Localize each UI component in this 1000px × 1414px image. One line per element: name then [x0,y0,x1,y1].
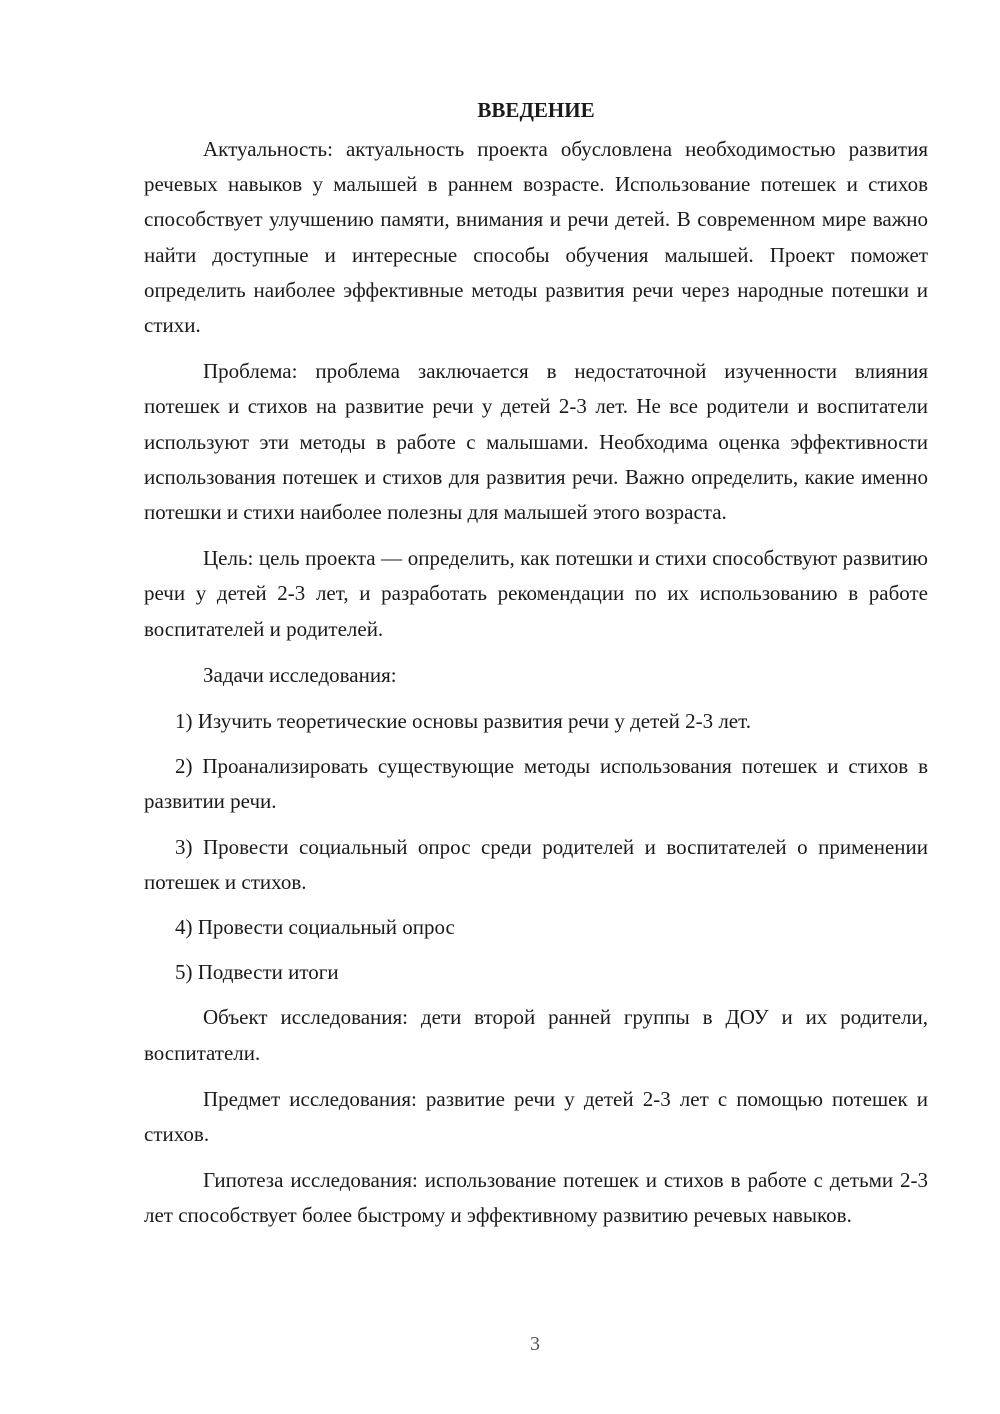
paragraph-goal: Цель: цель проекта — определить, как потешки и стихи способствуют развитию речи у детей 2-3 лет, и разработать рекомендации по их использованию в работе воспитателей и родителей. [144,546,928,641]
document-page [144,95,928,1245]
task-item-1: 1) Изучить теоретические основы развития речи у детей 2-3 лет. [175,709,751,734]
paragraph-subject: Предмет исследования: развитие речи у детей 2-3 лет с помощью потешек и стихов. [144,1086,928,1147]
tasks-heading: Задачи исследования: [203,662,397,687]
document-title: ВВЕДЕНИЕ [477,98,595,122]
paragraph-relevance: Актуальность: актуальность проекта обусловлена необходимостью развития речевых навыков у малышей в раннем возрасте. Использование потешек и стихов способствует улучшению памяти, внимания и речи детей. В современном мире важно найти доступные и интересные способы обучения малышей. Проект поможет определить наиболее эффективные методы развития речи через народные потешки и стихи. [144,137,928,338]
page-number: 3 [530,1333,540,1355]
paragraph-problem: Проблема: проблема заключается в недостаточной изученности влияния потешек и стихов на развитие речи у детей 2-3 лет. Не все родители и воспитатели используют эти методы в работе с малышами. Необходима оценка эффективности использования потешек и стихов для развития речи. Важно определить, какие именно потешки и стихи наиболее полезны для малышей этого возраста. [144,359,928,525]
task-item-3: 3) Провести социальный опрос среди родителей и воспитателей о применении потешек и стихов. [144,834,928,894]
task-item-2: 2) Проанализировать существующие методы использования потешек и стихов в развитии речи. [144,754,928,814]
paragraph-hypothesis: Гипотеза исследования: использование потешек и стихов в работе с детьми 2-3 лет способствует более быстрому и эффективному развитию речевых навыков. [144,1168,928,1228]
task-item-4: 4) Провести социальный опрос [175,915,455,940]
task-item-5: 5) Подвести итоги [175,960,339,985]
paragraph-object: Объект исследования: дети второй ранней группы в ДОУ и их родители, воспитатели. [144,1005,928,1065]
